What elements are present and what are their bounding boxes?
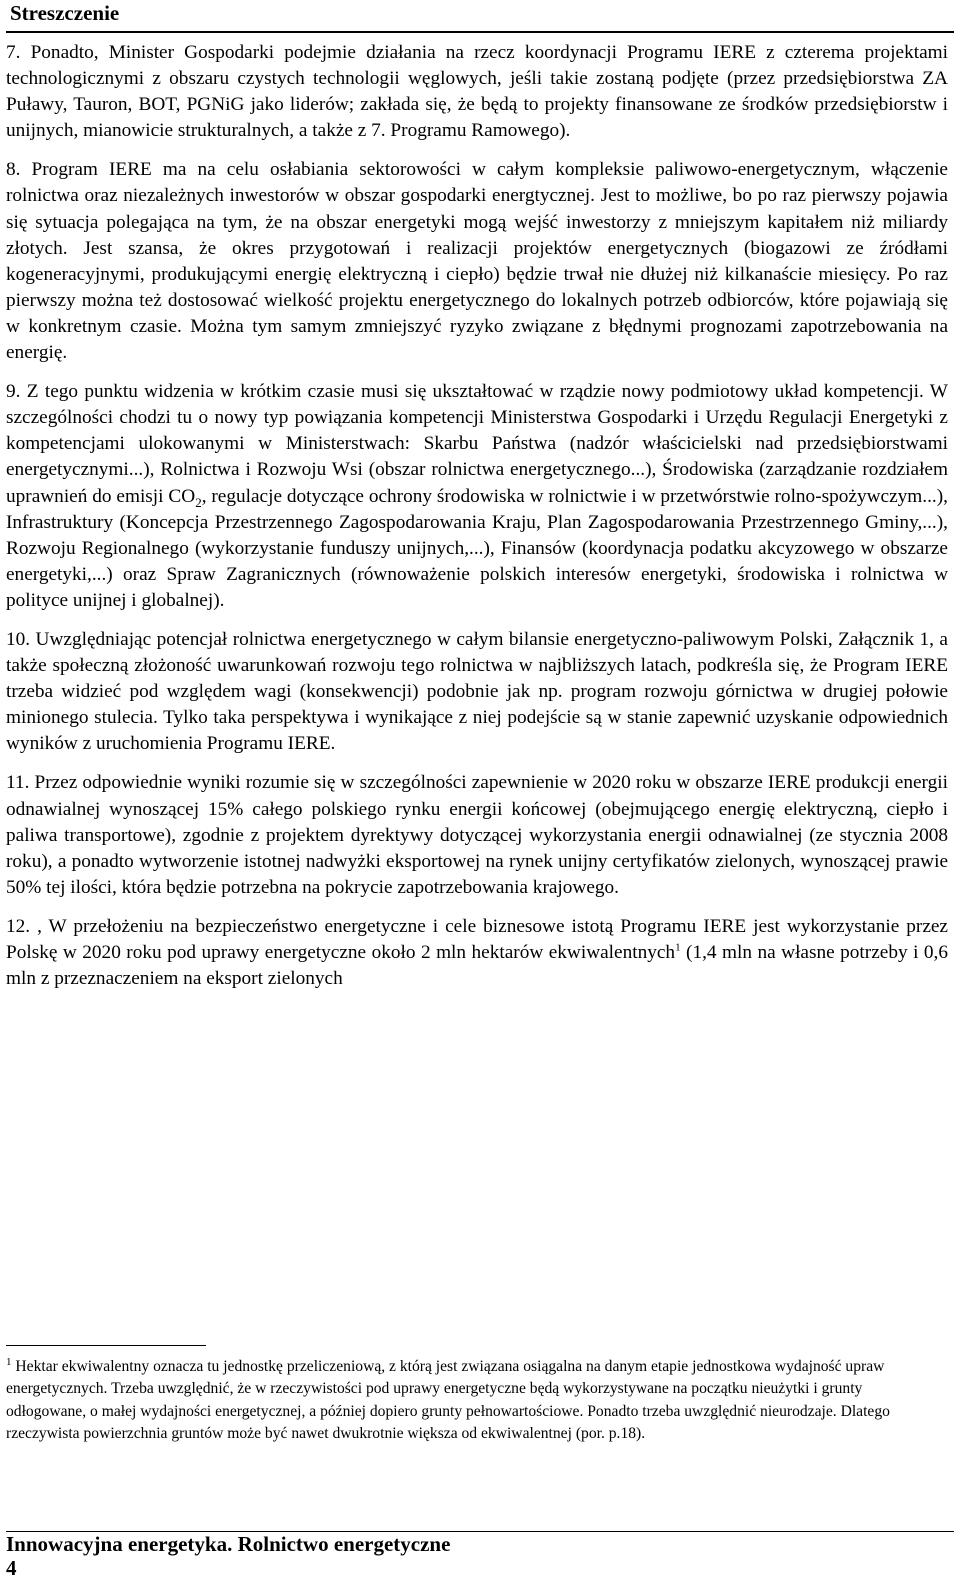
footnote-marker: 1 <box>6 1355 12 1368</box>
section-title: Streszczenie <box>10 1 120 25</box>
footnote-text: Hektar ekwiwalentny oznacza tu jednostkę przeliczeniową, z którą jest związana osiągalna na danym etapie jednostkowa wydajność upraw energetycznych. Trzeba uwzględnić, że w rzeczywistości pod uprawy energetyczne będą wykorzystywane na początku nieużytki i grunty odłogowane, o małej wydajności energetycznej, a później dopiero grunty pełnowartościowe. Ponadto trzeba uwzględnić nieurodzaje. Dlatego rzeczywista powierzchnia gruntów może być nawet dwukrotnie większa od ekwiwalentnej (por. p.18). <box>6 1358 890 1442</box>
footnote <box>6 1356 926 1445</box>
co2-subscript: 2 <box>195 494 202 510</box>
paragraph-9-text: 9. Z tego punktu widzenia w krótkim czasie musi się ukształtować w rządzie nowy podmiotowy układ kompetencji. W szczególności chodzi tu o nowy typ powiązania kompetencji Ministerstwa Gospodarki i Urzędu Regulacji Energetyki z kompetencjami ulokowanymi w Ministerstwach: Skarbu Państwa (nadzór właścicielski nad przedsiębiorstwami energetycznymi...), Rolnictwa i Rozwoju Wsi (obszar rolnictwa energetycznego...), Środowiska (zarządzanie rozdziałem uprawnień do emisji CO <box>6 381 948 507</box>
paragraph-9-text-cont: , regulacje dotyczące ochrony środowiska w rolnictwie i w przetwórstwie rolno-spożywczym...), Infrastruktury (Koncepcja Przestrzennego Zagospodarowania Kraju, Plan Zagospodarowania Przestrzennego Gminy,...), Rozwoju Regionalnego (wykorzystanie funduszy unijnych,...), Finansów (koordynacja podatku akcyzowego w obszarze energetyki,...) oraz Spraw Zagranicznych (równoważenie polskich interesów energetyki, środowiska i rolnictwa w polityce unijnej i globalnej). <box>6 485 948 611</box>
paragraph-8: 8. Program IERE ma na celu osłabiania sektorowości w całym kompleksie paliwowo-energetycznym, włączenie rolnictwa oraz niezależnych inwestorów w obszar gospodarki energtycznej. Jest to możliwe, bo po raz pierwszy pojawia się sytuacja polegająca na tym, że na obszar energetyki mogą wejść inwestorzy z mniejszym kapitałem niż miliardy złotych. Jest szansa, że okres przygotowań i realizacji projektów energetycznych (biogazowi ze źródłami kogeneracyjnymi, produkującymi energię elektryczną i ciepło) będzie trwał nie dłużej niż kilkanaście miesięcy. Po raz pierwszy można też dostosować wielkość projektu energetycznego do lokalnych potrzeb odbiorców, które pojawiają się w konkretnym czasie. Można tym samym zmniejszyć ryzyko związane z błędnymi prognozami zapotrzebowania na energię. <box>6 159 948 364</box>
paragraph-9 <box>6 379 948 614</box>
paragraph-12-text-cont: (1,4 mln na własne potrzeby i 0,6 mln z przeznaczeniem na eksport zielonych <box>6 942 948 990</box>
footnote-separator <box>6 1345 206 1346</box>
document-body <box>6 40 948 1005</box>
paragraph-10: 10. Uwzględniając potencjał rolnictwa energetycznego w całym bilansie energetyczno-paliwowym Polski, Załącznik 1, a także społeczną złożoność uwarunkowań rozwoju tego rolnictwa w najbliższych latach, podkreśla się, że Program IERE trzeba widzieć pod względem wagi (konsekwencji) podobnie jak np. program rozwoju górnictwa w drugiej połowie minionego stulecia. Tylko taka perspektywa i wynikające z niej podejście są w stanie zapewnić uzyskanie odpowiednich wyników z uruchomienia Programu IERE. <box>6 628 948 755</box>
paragraph-12-text: 12. , W przełożeniu na bezpieczeństwo energetyczne i cele biznesowe istotą Programu IERE jest wykorzystanie przez Polskę w 2020 roku pod uprawy energetyczne około 2 mln hektarów ekwiwalentnych <box>6 915 948 963</box>
paragraph-7: 7. Ponadto, Minister Gospodarki podejmie działania na rzecz koordynacji Programu IERE z czterema projektami technologicznymi z obszaru czystych technologii węglowych, jeśli takie zostaną podjęte (przez przedsiębiorstwa ZA Puławy, Tauron, BOT, PGNiG jako liderów; zakłada się, że będą to projekty finansowane ze środków przedsiębiorstw i unijnych, mianowicie strukturalnych, a także z 7. Programu Ramowego). <box>6 42 948 142</box>
paragraph-12 <box>6 914 948 992</box>
footnote-reference[interactable]: 1 <box>675 941 681 954</box>
page-header <box>6 0 954 33</box>
paragraph-11: 11. Przez odpowiednie wyniki rozumie się w szczególności zapewnienie w 2020 roku w obszarze IERE produkcji energii odnawialnej wynoszącej 15% całego polskiego rynku energii końcowej (obejmującego energię elektryczną, ciepło i paliwa transportowe), zgodnie z projektem dyrektywy dotyczącej wykorzystania energii odnawialnej (ze stycznia 2008 roku), a ponadto wytworzenie istotnej nadwyżki eksportowej na rynek unijny certyfikatów zielonych, wynoszącej prawie 50% tej ilości, która będzie potrzebna na pokrycie zapotrzebowania krajowego. <box>6 772 948 898</box>
footer-title: Innowacyjna energetyka. Rolnictwo energetyczne <box>6 1532 451 1556</box>
page-number: 4 <box>6 1556 17 1580</box>
